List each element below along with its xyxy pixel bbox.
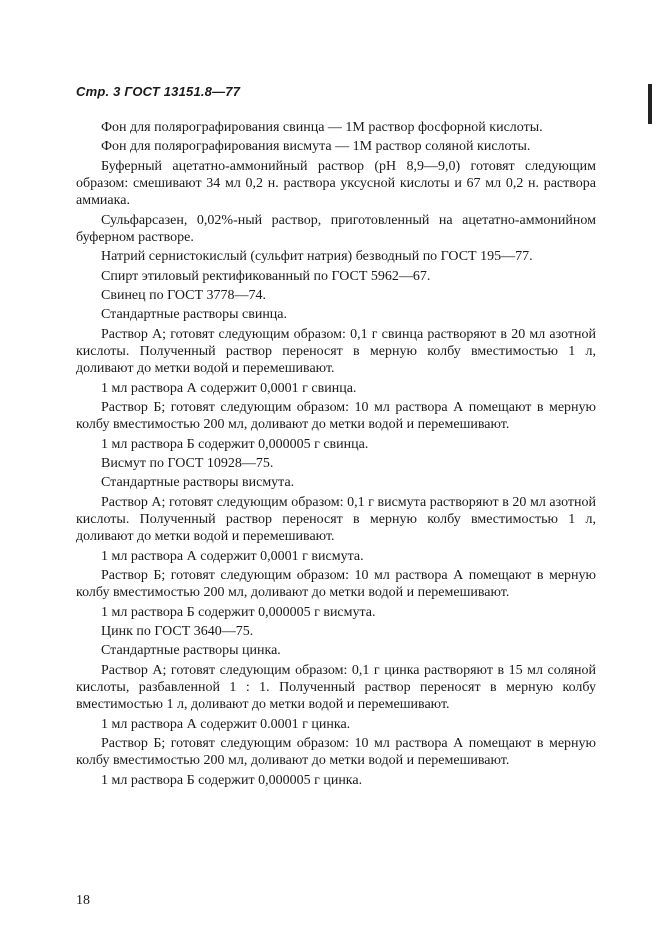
paragraph: Висмут по ГОСТ 10928—75. (101, 456, 274, 471)
paragraph: Раствор Б; готовят следующим образом: 10 мл раствора А помещают в мерную колбу вместимостью 200 мл, доливают до метки водой и перемешивают. (76, 736, 596, 769)
paragraph: 1 мл раствора Б содержит 0,000005 г висмута. (101, 604, 376, 620)
paragraph: Стандартные растворы свинца. (101, 307, 288, 323)
paragraph: Свинец по ГОСТ 3778—74. (101, 288, 267, 303)
paragraph: 1 мл раствора А содержит 0,0001 г висмута. (101, 548, 364, 564)
paragraph: Раствор А; готовят следующим образом: 0,1 г цинка растворяют в 15 мл соляной кислоты, разбавленной 1 : 1. Полученный раствор переносят в мерную колбу вместимостью 1 л, доливают до метки водой и перемешивают. (76, 662, 596, 713)
paragraph: Фон для полярографирования свинца — 1М раствор фосфорной кислоты. (101, 120, 543, 135)
page-header: Стр. 3 ГОСТ 13151.8—77 (76, 84, 241, 99)
paragraph: Раствор Б; готовят следующим образом: 10 мл раствора А помещают в мерную колбу вместимостью 200 мл, доливают до метки водой и перемешивают. (76, 568, 596, 601)
paragraph: Стандартные растворы висмута. (101, 475, 295, 491)
paragraph: Цинк по ГОСТ 3640—75. (101, 624, 254, 639)
paragraph: Буферный ацетатно-аммонийный раствор (pH 8,9—9,0) готовят следующим образом: смешивают 34 мл 0,2 н. раствора уксусной кислоты и 67 мл 0,2 н. раствора аммиака. (76, 158, 596, 209)
body-text (76, 119, 596, 791)
page-number: 18 (76, 893, 90, 908)
paragraph: 1 мл раствора Б содержит 0,000005 г свинца. (101, 436, 369, 452)
paragraph: Сульфарсазен, 0,02%-ный раствор, приготовленный на ацетатно-аммонийном буферном растворе. (76, 212, 596, 246)
paragraph: Спирт этиловый ректификованный по ГОСТ 5962—67. (101, 268, 431, 284)
paragraph: Фон для полярографирования висмута — 1М раствор соляной кислоты. (101, 139, 531, 155)
paragraph: 1 мл раствора А содержит 0.0001 г цинка. (101, 716, 351, 732)
margin-mark (648, 84, 652, 124)
paragraph: Натрий сернистокислый (сульфит натрия) безводный по ГОСТ 195—77. (101, 249, 533, 265)
paragraph: Раствор А; готовят следующим образом: 0,1 г свинца растворяют в 20 мл азотной кислоты. Полученный раствор переносят в мерную колбу вместимостью 1 л, доливают до метки водой и перемешивают. (76, 326, 596, 377)
paragraph: Раствор А; готовят следующим образом: 0,1 г висмута растворяют в 20 мл азотной кислоты. Полученный раствор переносят в мерную колбу вместимостью 1 л, доливают до метки водой и перемешивают. (76, 494, 596, 545)
paragraph: 1 мл раствора Б содержит 0,000005 г цинка. (101, 772, 363, 788)
paragraph: Стандартные растворы цинка. (101, 643, 281, 659)
paragraph: 1 мл раствора А содержит 0,0001 г свинца. (101, 380, 357, 396)
paragraph: Раствор Б; готовят следующим образом: 10 мл раствора А помещают в мерную колбу вместимостью 200 мл, доливают до метки водой и перемешивают. (76, 400, 596, 433)
